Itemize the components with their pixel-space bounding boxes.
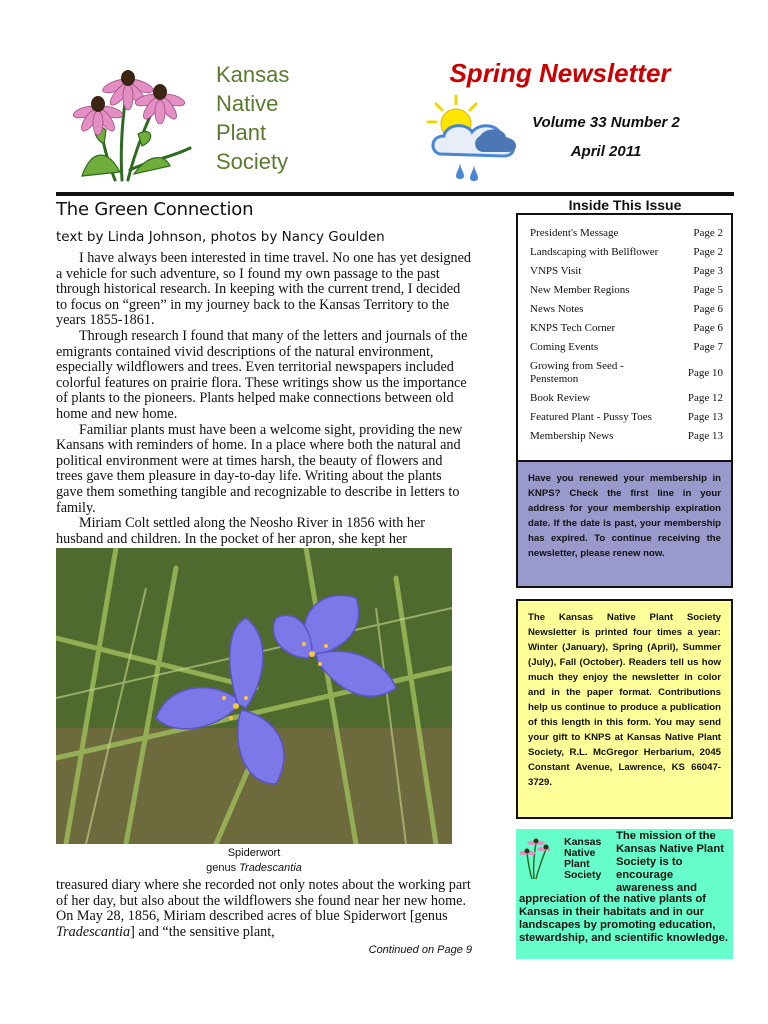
society-name-line: Kansas — [216, 62, 290, 87]
toc-title: VNPS Visit — [530, 265, 582, 277]
toc-row — [530, 392, 723, 405]
caption-genus-name: Tradescantia — [239, 862, 302, 874]
photo-caption — [56, 846, 452, 876]
toc-row — [530, 430, 723, 443]
header-divider — [56, 192, 734, 196]
logo-text-line: Native — [564, 847, 596, 859]
mission-statement-box — [516, 829, 733, 959]
toc-page-number: Page 2 — [693, 246, 723, 258]
caption-line: Spiderwort — [227, 847, 281, 859]
caption-genus-prefix: genus — [206, 862, 240, 874]
article-continued-text — [56, 878, 471, 940]
continued-on-page-note: Continued on Page 9 — [368, 944, 472, 956]
toc-title: Landscaping with Bellflower — [530, 246, 659, 258]
caption-line — [56, 861, 452, 876]
toc-title: President's Message — [530, 227, 619, 239]
toc-title: News Notes — [530, 303, 584, 315]
society-name-line: Native — [216, 91, 279, 116]
volume-number: Volume 33 Number 2 — [532, 114, 680, 131]
toc-row — [530, 322, 723, 335]
toc-title: New Member Regions — [530, 284, 630, 296]
toc-row — [530, 341, 723, 354]
toc-row — [530, 360, 723, 386]
mission-text: The mission of the Kansas Native Plant Society is to encourage awareness and — [616, 830, 724, 894]
toc-page-number: Page 6 — [693, 322, 723, 334]
mission-text: appreciation of the native plants of Kansas in their habitats and in our landscapes by promoting education, stewardship, and scientific knowledge. — [519, 893, 729, 944]
toc-page-number: Page 3 — [693, 265, 723, 277]
toc-page-number: Page 13 — [687, 411, 723, 423]
newsletter-info-notice: The Kansas Native Plant Society Newsletter is printed four times a year: Winter (January), Spring (April), Summer (July), Fall (October). Readers tell us how much they enjoy the newsletter in color and in the paper format. Contributions help us continue to produce a publication of this length in this form. You may send your gift to KNPS at Kansas Native Plant Society, R.L. McGregor Herbarium, 2045 Constant Avenue, Lawrence, KS 66047-3729. — [516, 599, 733, 819]
coneflower-logo-icon — [60, 60, 200, 185]
toc-row — [530, 265, 723, 278]
article-paragraph: Miriam Colt settled along the Neosho River in 1856 with her husband and children. In the pocket of her apron, she kept her — [56, 515, 425, 547]
logo-text-line: Plant — [564, 858, 590, 870]
toc-row — [530, 284, 723, 297]
article-byline: text by Linda Johnson, photos by Nancy Goulden — [56, 229, 385, 245]
toc-title: Growing from Seed - Penstemon — [530, 360, 624, 385]
society-name-line: Society — [216, 149, 289, 174]
article-paragraph: Through research I found that many of the letters and journals of the emigrants contained vivid descriptions of the natural environment, especially wildflowers and trees. Even territorial newspapers included colorful features on prairie flora. These writings show us the importance of plants to the pioneers. Plants helped make connections between old home and new home. — [56, 327, 468, 422]
toc-title: Coming Events — [530, 341, 599, 353]
toc-title: Featured Plant - Pussy Toes — [530, 411, 652, 423]
logo-text-line: Kansas — [564, 836, 602, 848]
coneflower-logo-small-icon — [520, 835, 550, 879]
spiderwort-flower-photo — [56, 548, 452, 844]
article-body — [56, 251, 471, 549]
toc-title: Membership News — [530, 430, 614, 442]
toc-page-number: Page 13 — [687, 430, 723, 442]
mission-logo-text — [564, 837, 601, 881]
toc-page-number: Page 12 — [687, 392, 723, 404]
table-of-contents — [516, 213, 733, 471]
toc-page-number: Page 6 — [693, 303, 723, 315]
toc-row — [530, 411, 723, 424]
toc-page-number: Page 7 — [693, 341, 723, 353]
logo-text-line: Society — [564, 869, 602, 881]
toc-page-number: Page 2 — [693, 227, 723, 239]
toc-title: KNPS Tech Corner — [530, 322, 616, 334]
society-name-line: Plant — [216, 120, 267, 145]
toc-list — [530, 227, 723, 443]
membership-renewal-notice: Have you renewed your membership in KNPS? Check the first line in your address for your membership expiration date. If the date is past, your membership has expired. To continue receiving the newsletter, please renew now. — [516, 460, 733, 588]
toc-page-number: Page 10 — [687, 366, 723, 379]
article-title: The Green Connection — [56, 199, 254, 220]
article-paragraph: I have always been interested in time travel. No one has yet designed a vehicle for such adventure, so I found my own passage to the past through historical research. In keeping with the current trend, I decided to focus on “green” in my journey back to the Kansas Territory to the years 1855-1861. — [56, 251, 471, 329]
sun-cloud-rain-icon — [426, 92, 524, 184]
toc-title: Book Review — [530, 392, 591, 404]
toc-row — [530, 303, 723, 316]
toc-heading: Inside This Issue — [568, 197, 682, 213]
toc-row — [530, 227, 723, 240]
article-text-run: ] and “the sensitive plant, — [130, 923, 275, 940]
article-paragraph — [56, 878, 471, 940]
society-name — [216, 60, 366, 176]
article-paragraph: Familiar plants must have been a welcome sight, providing the new Kansans with reminders of home. In a place where both the natural and political environment were at times harsh, the beauty of flowers and trees gave them pleasure in day-to-day life. Writing about the plants gave them something tangible and recognizable to describe in letters to family. — [56, 421, 463, 516]
article-text-run: treasured diary where she recorded not only notes about the working part of her day, but also about the wildflowers she found near her new home. On May 28, 1856, Miriam described acres of blue Spiderwort [genus — [56, 877, 471, 925]
toc-page-number: Page 5 — [693, 284, 723, 296]
newsletter-title: Spring Newsletter — [449, 58, 671, 88]
issue-date: April 2011 — [570, 143, 642, 160]
article-text-italic: Tradescantia — [56, 923, 131, 940]
toc-row — [530, 246, 723, 259]
